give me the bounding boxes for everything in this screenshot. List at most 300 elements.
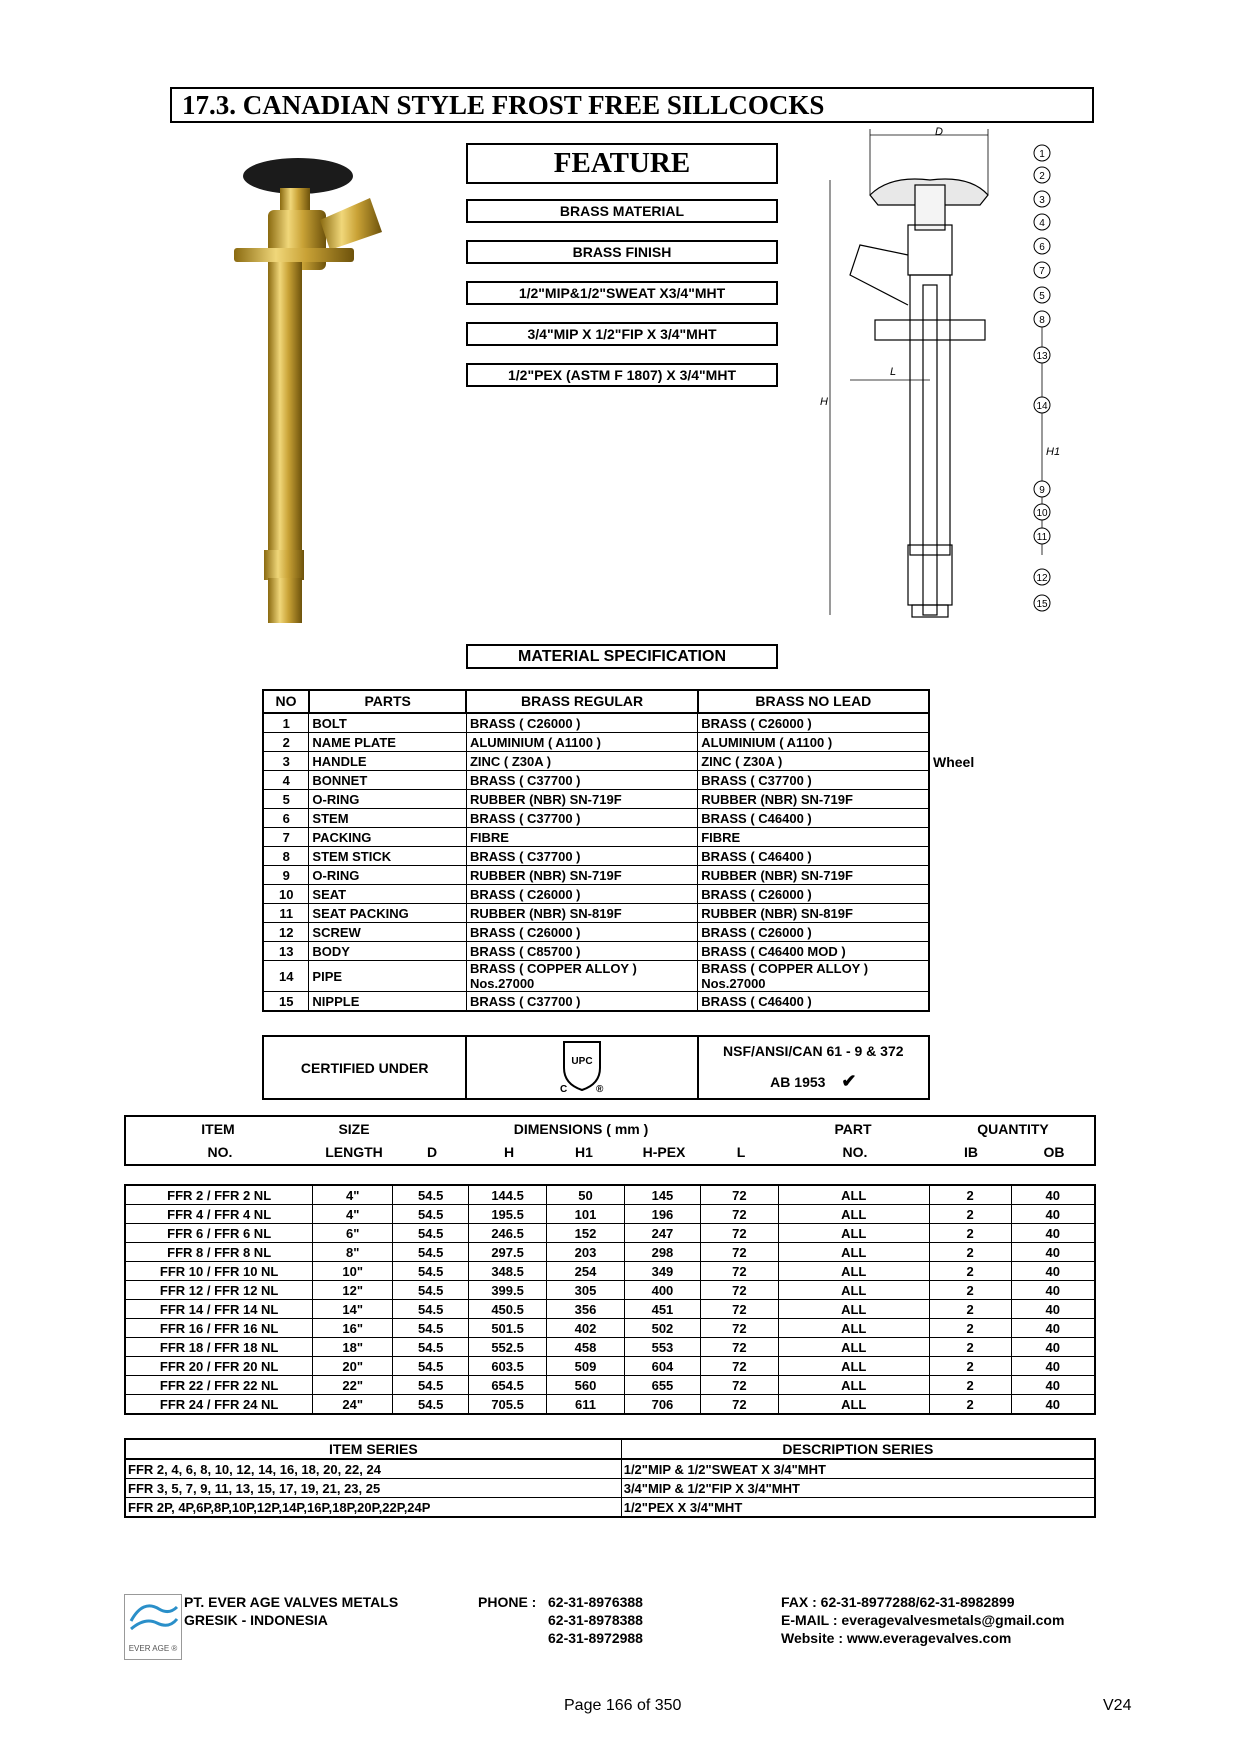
product-photo [220,150,390,630]
brass-regular: BRASS ( C37700 ) [466,992,697,1012]
dim-l: 72 [700,1243,778,1262]
side-note: Wheel [933,754,975,770]
qty-ob: 40 [1011,1357,1095,1376]
dim-d: 54.5 [393,1300,469,1319]
callout-3 [1034,191,1050,207]
qty-ob: 40 [1011,1185,1095,1205]
ab-standard: AB 1953 [770,1074,826,1090]
phone-number: 62-31-8978388 [548,1612,643,1628]
contact-info [781,1593,1064,1647]
dim-h1: 254 [547,1262,625,1281]
qty-ib: 2 [929,1205,1011,1224]
item-no: FFR 16 / FFR 16 NL [125,1319,313,1338]
dim-h1: 560 [547,1376,625,1395]
dim-hpex: 145 [624,1185,700,1205]
page-number: Page 166 of 350 [564,1697,682,1714]
dim-d: 54.5 [393,1281,469,1300]
feature-item: BRASS FINISH [466,240,778,264]
table-row [263,904,929,923]
dim-h: 399.5 [469,1281,547,1300]
dimensions-header [124,1115,1096,1166]
header-length: LENGTH [325,1144,383,1160]
qty-ob: 40 [1011,1319,1095,1338]
item-no: FFR 12 / FFR 12 NL [125,1281,313,1300]
website-link[interactable]: Website : www.everagevalves.com [781,1630,1012,1646]
part-number: 11 [263,904,309,923]
brass-regular: BRASS ( C26000 ) [466,923,697,942]
part-no: ALL [778,1205,929,1224]
header-item: ITEM [201,1121,235,1137]
qty-ib: 2 [929,1262,1011,1281]
brass-regular: BRASS ( C26000 ) [466,713,697,733]
part-name: SCREW [309,923,467,942]
header-no: NO. [207,1144,233,1160]
table-row [125,1262,1095,1281]
callout-8 [1034,311,1050,327]
dim-l: 72 [700,1319,778,1338]
size-length: 6" [313,1224,393,1243]
qty-ib: 2 [929,1357,1011,1376]
version-label: V24 [1103,1697,1132,1714]
table-row [263,923,929,942]
dim-h1: 356 [547,1300,625,1319]
check-icon: ✔ [841,1071,857,1091]
qty-ob: 40 [1011,1338,1095,1357]
table-row [125,1357,1095,1376]
phone-number: 62-31-8976388 [548,1594,643,1610]
table-row [125,1498,1095,1518]
callout-5 [1034,287,1050,303]
brass-regular: FIBRE [466,828,697,847]
callout-15 [1034,595,1050,611]
dim-h: 603.5 [469,1357,547,1376]
part-name: STEM STICK [309,847,467,866]
dim-h: 654.5 [469,1376,547,1395]
dim-d: 54.5 [393,1395,469,1415]
qty-ob: 40 [1011,1300,1095,1319]
item-series: FFR 2, 4, 6, 8, 10, 12, 14, 16, 18, 20, 22, 24 [125,1459,621,1479]
part-name: O-RING [309,790,467,809]
brass-no-lead: RUBBER (NBR) SN-719F [698,866,929,885]
dim-hpex: 553 [624,1338,700,1357]
dim-l: 72 [700,1185,778,1205]
qty-ib: 2 [929,1376,1011,1395]
qty-ob: 40 [1011,1224,1095,1243]
dim-hpex: 400 [624,1281,700,1300]
dim-l: 72 [700,1300,778,1319]
column-header: NO [263,690,309,713]
table-header-row [263,690,929,713]
part-no: ALL [778,1338,929,1357]
callout-4 [1034,214,1050,230]
dim-h1: 458 [547,1338,625,1357]
table-row [125,1319,1095,1338]
callout-number: 9 [1039,485,1045,496]
part-number: 1 [263,713,309,733]
size-length: 4" [313,1185,393,1205]
dim-hpex: 502 [624,1319,700,1338]
brass-no-lead [698,961,929,992]
dimension-label-h: H [820,396,828,408]
column-header: BRASS NO LEAD [698,690,929,713]
qty-ob: 40 [1011,1281,1095,1300]
brass-regular: RUBBER (NBR) SN-819F [466,904,697,923]
table-row [125,1185,1095,1205]
size-length: 14" [313,1300,393,1319]
callout-12 [1034,569,1050,585]
brass-no-lead: BRASS ( C46400 ) [698,847,929,866]
column-header: BRASS REGULAR [466,690,697,713]
column-header: ITEM SERIES [125,1439,621,1459]
dim-d: 54.5 [393,1262,469,1281]
brass-regular: ZINC ( Z30A ) [466,752,697,771]
part-no: ALL [778,1281,929,1300]
callout-9 [1034,481,1050,497]
header-h1: H1 [575,1144,593,1160]
brass-no-lead-line: BRASS ( COPPER ALLOY ) [701,961,869,976]
logo-text: EVER AGE ® [128,1644,178,1653]
phone-label: PHONE : [478,1594,537,1610]
dim-d: 54.5 [393,1376,469,1395]
header-ob: OB [1043,1144,1065,1160]
upc-letter: C [585,1056,593,1067]
qty-ob: 40 [1011,1395,1095,1415]
callout-number: 14 [1036,401,1048,412]
qty-ob: 40 [1011,1243,1095,1262]
dim-d: 54.5 [393,1243,469,1262]
header-dimensions: DIMENSIONS ( mm ) [513,1121,649,1137]
part-name: NIPPLE [309,992,467,1012]
part-number: 9 [263,866,309,885]
brass-no-lead: BRASS ( C26000 ) [698,885,929,904]
header-quantity: QUANTITY [977,1121,1049,1137]
description-series: 1/2"PEX X 3/4"MHT [621,1498,1095,1518]
table-row [263,790,929,809]
brass-no-lead: RUBBER (NBR) SN-719F [698,790,929,809]
part-name: STEM [309,809,467,828]
dimension-label-d: D [935,126,943,138]
dimension-label-h1: H1 [1046,446,1061,458]
item-no: FFR 2 / FFR 2 NL [125,1185,313,1205]
feature-heading: FEATURE [466,143,778,184]
qty-ib: 2 [929,1319,1011,1338]
part-number: 15 [263,992,309,1012]
dim-h1: 152 [547,1224,625,1243]
wave-logo-icon [125,1595,181,1639]
callout-number: 15 [1036,599,1048,610]
dim-hpex: 451 [624,1300,700,1319]
dim-h1: 305 [547,1281,625,1300]
size-length: 20" [313,1357,393,1376]
item-series: FFR 2P, 4P,6P,8P,10P,12P,14P,16P,18P,20P,22P,24P [125,1498,621,1518]
part-name: BOLT [309,713,467,733]
dimension-label-l: L [890,366,897,378]
feature-item: 1/2"MIP&1/2"SWEAT X3/4"MHT [466,281,778,305]
brass-regular-line: BRASS ( COPPER ALLOY ) [469,961,637,976]
item-no: FFR 8 / FFR 8 NL [125,1243,313,1262]
dim-h1: 509 [547,1357,625,1376]
table-row [125,1281,1095,1300]
brass-no-lead-line: Nos.27000 [701,976,766,991]
part-no: ALL [778,1376,929,1395]
company-city: GRESIK - INDONESIA [184,1612,328,1628]
size-length: 24" [313,1395,393,1415]
table-row [125,1376,1095,1395]
brass-regular: BRASS ( C37700 ) [466,771,697,790]
dim-h: 195.5 [469,1205,547,1224]
item-no: FFR 4 / FFR 4 NL [125,1205,313,1224]
technical-drawing [820,125,1070,620]
brass-regular: BRASS ( C37700 ) [466,847,697,866]
table-row [125,1395,1095,1415]
part-number: 10 [263,885,309,904]
callout-number: 10 [1036,508,1048,519]
company-name: PT. EVER AGE VALVES METALS [184,1594,399,1610]
qty-ib: 2 [929,1224,1011,1243]
dim-l: 72 [700,1395,778,1415]
standards-cell [698,1036,929,1099]
feature-item: BRASS MATERIAL [466,199,778,223]
part-name: NAME PLATE [309,733,467,752]
part-number: 5 [263,790,309,809]
brass-regular: RUBBER (NBR) SN-719F [466,790,697,809]
part-number: 12 [263,923,309,942]
feature-item: 3/4"MIP X 1/2"FIP X 3/4"MHT [466,322,778,346]
callout-number: 11 [1036,532,1048,543]
table-row [263,733,929,752]
part-no: ALL [778,1262,929,1281]
item-no: FFR 22 / FFR 22 NL [125,1376,313,1395]
table-row [263,713,929,733]
part-name: PIPE [309,961,467,992]
callout-number: 7 [1039,266,1045,277]
table-row [263,866,929,885]
qty-ib: 2 [929,1338,1011,1357]
callout-11 [1034,528,1050,544]
part-number: 8 [263,847,309,866]
qty-ob: 40 [1011,1376,1095,1395]
header-size: SIZE [338,1121,370,1137]
header-d: D [426,1144,438,1160]
brass-regular: ALUMINIUM ( A1100 ) [466,733,697,752]
part-no: ALL [778,1319,929,1338]
table-row [125,1300,1095,1319]
svg-text:UPC [571,1056,592,1067]
size-length: 4" [313,1205,393,1224]
upc-letter: U [571,1056,579,1067]
dim-hpex: 247 [624,1224,700,1243]
part-name: BONNET [309,771,467,790]
size-length: 10" [313,1262,393,1281]
part-number: 4 [263,771,309,790]
series-table [124,1438,1096,1518]
table-row [125,1459,1095,1479]
header-ib: IB [964,1144,978,1160]
item-series: FFR 3, 5, 7, 9, 11, 13, 15, 17, 19, 21, 23, 25 [125,1479,621,1498]
dim-hpex: 706 [624,1395,700,1415]
certification-table [262,1035,930,1100]
part-number: 14 [263,961,309,992]
header-l: L [736,1144,746,1160]
dim-h: 501.5 [469,1319,547,1338]
dim-h: 552.5 [469,1338,547,1357]
table-row [263,771,929,790]
brass-regular: BRASS ( C85700 ) [466,942,697,961]
qty-ib: 2 [929,1395,1011,1415]
dim-h1: 101 [547,1205,625,1224]
callout-2 [1034,167,1050,183]
upc-logo [552,1038,612,1094]
brass-no-lead: BRASS ( C46400 ) [698,992,929,1012]
callout-1 [1034,145,1050,161]
brass-no-lead: ALUMINIUM ( A1100 ) [698,733,929,752]
table-row [125,1479,1095,1498]
brass-no-lead: BRASS ( C26000 ) [698,713,929,733]
company-logo [124,1594,182,1660]
upc-letter: P [578,1056,586,1067]
dim-h1: 50 [547,1185,625,1205]
part-name: SEAT [309,885,467,904]
dim-d: 54.5 [393,1224,469,1243]
dim-hpex: 655 [624,1376,700,1395]
dim-l: 72 [700,1224,778,1243]
brass-regular [466,961,697,992]
description-series: 1/2"MIP & 1/2"SWEAT X 3/4"MHT [621,1459,1095,1479]
upc-letter: ® [595,1084,604,1094]
brass-no-lead: BRASS ( C37700 ) [698,771,929,790]
callout-number: 12 [1036,573,1048,584]
dimensions-table [124,1184,1096,1415]
dim-hpex: 604 [624,1357,700,1376]
part-number: 2 [263,733,309,752]
dim-h1: 611 [547,1395,625,1415]
brass-no-lead: RUBBER (NBR) SN-819F [698,904,929,923]
dim-l: 72 [700,1262,778,1281]
dim-h: 450.5 [469,1300,547,1319]
dim-hpex: 349 [624,1262,700,1281]
column-header: PARTS [309,690,467,713]
dim-h: 297.5 [469,1243,547,1262]
dim-hpex: 298 [624,1243,700,1262]
table-row [125,1205,1095,1224]
item-no: FFR 20 / FFR 20 NL [125,1357,313,1376]
table-row [125,1338,1095,1357]
dim-d: 54.5 [393,1205,469,1224]
qty-ob: 40 [1011,1205,1095,1224]
qty-ib: 2 [929,1243,1011,1262]
dim-hpex: 196 [624,1205,700,1224]
table-row [263,992,929,1012]
dim-d: 54.5 [393,1338,469,1357]
dim-d: 54.5 [393,1185,469,1205]
header-part-no: NO. [842,1144,868,1160]
email-link[interactable]: E-MAIL : everagevalvesmetals@gmail.com [781,1612,1065,1628]
dim-h1: 203 [547,1243,625,1262]
material-spec-heading: MATERIAL SPECIFICATION [466,644,778,669]
brass-regular: BRASS ( C37700 ) [466,809,697,828]
callout-number: 4 [1039,218,1045,229]
nsf-standard: NSF/ANSI/CAN 61 - 9 & 372 [723,1043,904,1059]
size-length: 22" [313,1376,393,1395]
company-info [184,1593,398,1629]
dim-l: 72 [700,1338,778,1357]
table-row [263,752,929,771]
dim-l: 72 [700,1357,778,1376]
callout-number: 1 [1039,149,1045,160]
part-name: SEAT PACKING [309,904,467,923]
brass-no-lead: ZINC ( Z30A ) [698,752,929,771]
callout-13 [1034,347,1050,363]
callout-number: 13 [1036,351,1048,362]
brass-no-lead: BRASS ( C46400 ) [698,809,929,828]
size-length: 18" [313,1338,393,1357]
dim-l: 72 [700,1376,778,1395]
callout-10 [1034,504,1050,520]
qty-ib: 2 [929,1300,1011,1319]
size-length: 12" [313,1281,393,1300]
table-row [263,942,929,961]
callout-number: 3 [1039,195,1045,206]
part-name: BODY [309,942,467,961]
table-row [125,1224,1095,1243]
part-no: ALL [778,1185,929,1205]
dim-l: 72 [700,1281,778,1300]
table-row [263,961,929,992]
upc-logo-cell [466,1036,697,1099]
phone-numbers [548,1593,643,1647]
qty-ib: 2 [929,1281,1011,1300]
part-number: 7 [263,828,309,847]
dim-l: 72 [700,1205,778,1224]
header-h: H [503,1144,515,1160]
description-series: 3/4"MIP & 1/2"FIP X 3/4"MHT [621,1479,1095,1498]
part-number: 3 [263,752,309,771]
brass-regular-line: Nos.27000 [469,976,535,991]
part-name: HANDLE [309,752,467,771]
brass-no-lead: FIBRE [698,828,929,847]
material-spec-table [262,689,930,1012]
part-name: O-RING [309,866,467,885]
callout-number: 5 [1039,291,1045,302]
item-no: FFR 10 / FFR 10 NL [125,1262,313,1281]
upc-letter: C [559,1084,568,1094]
callout-7 [1034,262,1050,278]
item-no: FFR 24 / FFR 24 NL [125,1395,313,1415]
part-no: ALL [778,1395,929,1415]
brass-no-lead: BRASS ( C46400 MOD ) [698,942,929,961]
table-row [263,885,929,904]
header-hpex: H-PEX [642,1144,686,1160]
part-number: 6 [263,809,309,828]
dim-h: 246.5 [469,1224,547,1243]
table-row [263,809,929,828]
item-no: FFR 18 / FFR 18 NL [125,1338,313,1357]
certified-label: CERTIFIED UNDER [263,1036,466,1099]
callout-number: 2 [1039,171,1045,182]
item-no: FFR 6 / FFR 6 NL [125,1224,313,1243]
table-row [263,828,929,847]
dim-h: 144.5 [469,1185,547,1205]
callout-number: 8 [1039,315,1045,326]
brass-regular: RUBBER (NBR) SN-719F [466,866,697,885]
dim-h1: 402 [547,1319,625,1338]
part-number: 13 [263,942,309,961]
brass-no-lead: BRASS ( C26000 ) [698,923,929,942]
callout-number: 6 [1039,242,1045,253]
part-name: PACKING [309,828,467,847]
feature-item: 1/2"PEX (ASTM F 1807) X 3/4"MHT [466,363,778,387]
fax: FAX : 62-31-8977288/62-31-8982899 [781,1594,1015,1610]
